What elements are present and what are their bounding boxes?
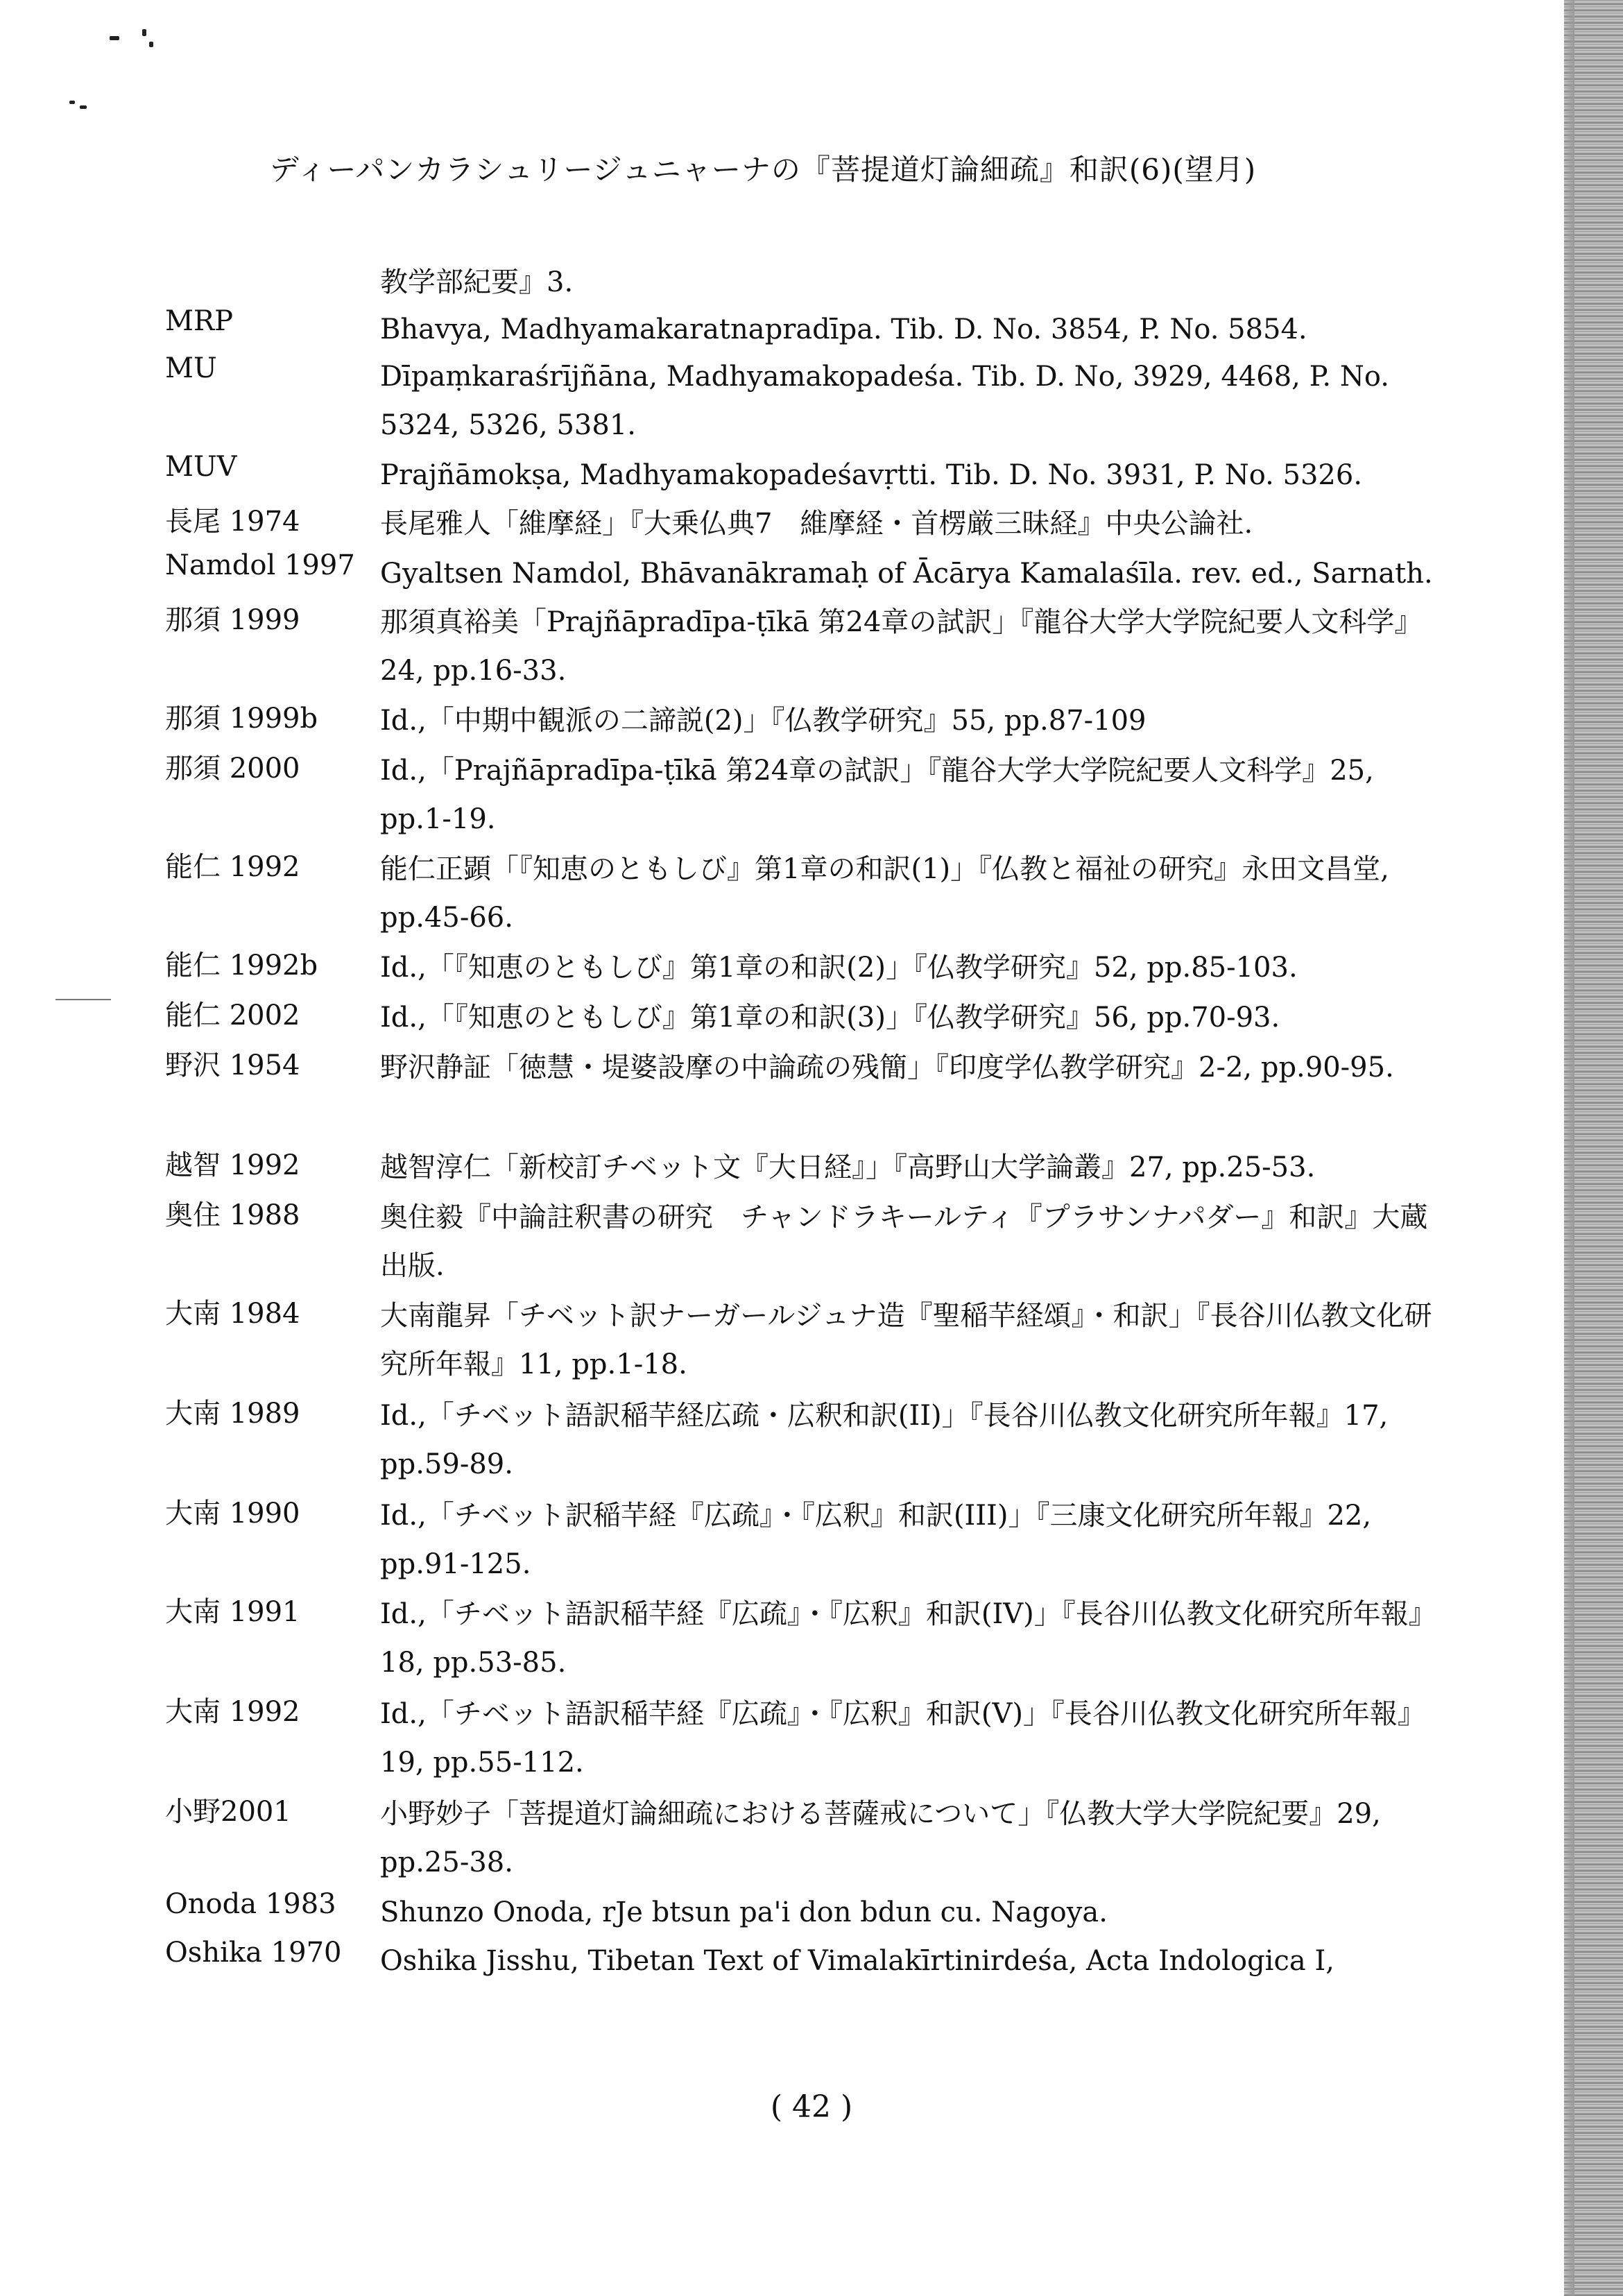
bib-text: Id.,「チベット語訳稲芉経『広疏』・『広釈』和訳(V)」『長谷川仏教文化研究所年報』19, pp.55-112. bbox=[380, 1698, 1425, 1779]
bib-key: Onoda 1983 bbox=[165, 1888, 336, 1920]
bib-text: Dīpaṃkaraśrījñāna, Madhyamakopadeśa. Tib. D. No, 3929, 4468, P. No. 5324, 5326, 5381. bbox=[380, 361, 1389, 441]
bib-key: 越智 1992 bbox=[165, 1149, 300, 1181]
scan-speck bbox=[149, 42, 153, 47]
bib-text: Id.,「中期中観派の二諦説(2)」『仏教学研究』55, pp.87-109 bbox=[380, 705, 1147, 737]
bib-key: MRP bbox=[165, 305, 233, 337]
bib-text: 能仁正顕「『知恵のともしび』第1章の和訳(1)」『仏教と福祉の研究』永田文昌堂, pp.45-66. bbox=[380, 853, 1389, 934]
page-number: ( 42 ) bbox=[770, 2089, 853, 2125]
scan-speck bbox=[110, 36, 119, 40]
bib-key: Namdol 1997 bbox=[165, 549, 355, 581]
bib-text: Id.,「Prajñāpradīpa-ṭīkā 第24章の試訳」『龍谷大学大学院紀要人文科学』25, pp.1-19. bbox=[380, 755, 1374, 835]
scan-speck bbox=[142, 29, 146, 36]
bib-text: Bhavya, Madhyamakaratnapradīpa. Tib. D. No. 3854, P. No. 5854. bbox=[380, 314, 1307, 345]
scan-speck bbox=[69, 101, 75, 104]
bib-key: 能仁 1992b bbox=[165, 950, 318, 982]
bib-text: 那須真裕美「Prajñāpradīpa-ṭīkā 第24章の試訳」『龍谷大学大学院紀要人文科学』24, pp.16-33. bbox=[380, 606, 1423, 687]
bib-text: Gyaltsen Namdol, Bhāvanākramaḥ of Ācārya Kamalaśīla. rev. ed., Sarnath. bbox=[380, 558, 1433, 590]
bib-key: 那須 2000 bbox=[165, 753, 300, 785]
bib-text: Id.,「『知恵のともしび』第1章の和訳(3)」『仏教学研究』56, pp.70-93. bbox=[380, 1002, 1280, 1034]
bib-key: 奥住 1988 bbox=[165, 1199, 300, 1231]
bib-text: Id.,「『知恵のともしび』第1章の和訳(2)」『仏教学研究』52, pp.85-103. bbox=[380, 952, 1298, 984]
bib-key: 大南 1992 bbox=[165, 1696, 300, 1728]
bib-text: 大南龍昇「チベット訳ナーガールジュナ造『聖稲芉経頌』・和訳」『長谷川仏教文化研究所年報』11, pp.1-18. bbox=[380, 1300, 1432, 1380]
bib-key: 小野2001 bbox=[165, 1796, 291, 1828]
bib-key: 能仁 2002 bbox=[165, 1000, 300, 1031]
bib-text: 越智淳仁「新校訂チベット文『大日経』」『高野山大学論叢』27, pp.25-53. bbox=[380, 1151, 1316, 1183]
bib-key: Oshika 1970 bbox=[165, 1937, 342, 1969]
bib-text: 野沢静証「徳慧・堤婆設摩の中論疏の残簡」『印度学仏教学研究』2-2, pp.90-95. bbox=[380, 1052, 1394, 1083]
bib-key: 野沢 1954 bbox=[165, 1050, 300, 1081]
bib-key: 那須 1999 bbox=[165, 604, 300, 636]
bib-text: 長尾雅人「維摩経」『大乗仏典7 維摩経・首楞厳三昧経』中央公論社. bbox=[380, 508, 1253, 540]
bib-text: Oshika Jisshu, Tibetan Text of Vimalakīrtinirdeśa, Acta Indologica I, bbox=[380, 1945, 1334, 1977]
bib-text: Id.,「チベット語訳稲芉経『広疏』・『広釈』和訳(IV)」『長谷川仏教文化研究所年報』18, pp.53-85. bbox=[380, 1598, 1436, 1679]
bib-text: Id.,「チベット語訳稲芉経広疏・広釈和訳(II)」『長谷川仏教文化研究所年報』17, pp.59-89. bbox=[380, 1400, 1389, 1480]
bib-key: MUV bbox=[165, 451, 237, 483]
running-header: ディーパンカラシュリージュニャーナの『菩提道灯論細疏』和訳(6)(望月) bbox=[269, 153, 1257, 187]
bib-text: 奥住毅『中論註釈書の研究 チャンドラキールティ『プラサンナパダー』和訳』大蔵出版. bbox=[380, 1201, 1428, 1282]
bib-key: 那須 1999b bbox=[165, 703, 318, 735]
bib-key: 長尾 1974 bbox=[165, 506, 300, 538]
bib-key: 大南 1989 bbox=[165, 1398, 300, 1430]
bib-key: 能仁 1992 bbox=[165, 851, 300, 883]
scan-page-edge-shadow bbox=[1565, 0, 1574, 2296]
bib-key: 大南 1984 bbox=[165, 1298, 300, 1330]
bib-text: Id.,「チベット訳稲芉経『広疏』・『広釈』和訳(III)」『三康文化研究所年報』22, pp.91-125. bbox=[380, 1500, 1372, 1580]
bib-text: Prajñāmokṣa, Madhyamakopadeśavṛtti. Tib. D. No. 3931, P. No. 5326. bbox=[380, 459, 1363, 491]
scan-speck bbox=[80, 105, 87, 109]
bib-text: 教学部紀要』3. bbox=[380, 266, 574, 298]
bib-key: 大南 1990 bbox=[165, 1498, 300, 1530]
bib-text: Shunzo Onoda, rJe btsun pa'i don bdun cu. Nagoya. bbox=[380, 1896, 1108, 1928]
bib-key: 大南 1991 bbox=[165, 1596, 300, 1628]
bib-key: MU bbox=[165, 352, 217, 384]
bib-text: 小野妙子「菩提道灯論細疏における菩薩戒について」『仏教大学大学院紀要』29, pp.25-38. bbox=[380, 1798, 1381, 1878]
scan-mark bbox=[55, 999, 111, 1000]
